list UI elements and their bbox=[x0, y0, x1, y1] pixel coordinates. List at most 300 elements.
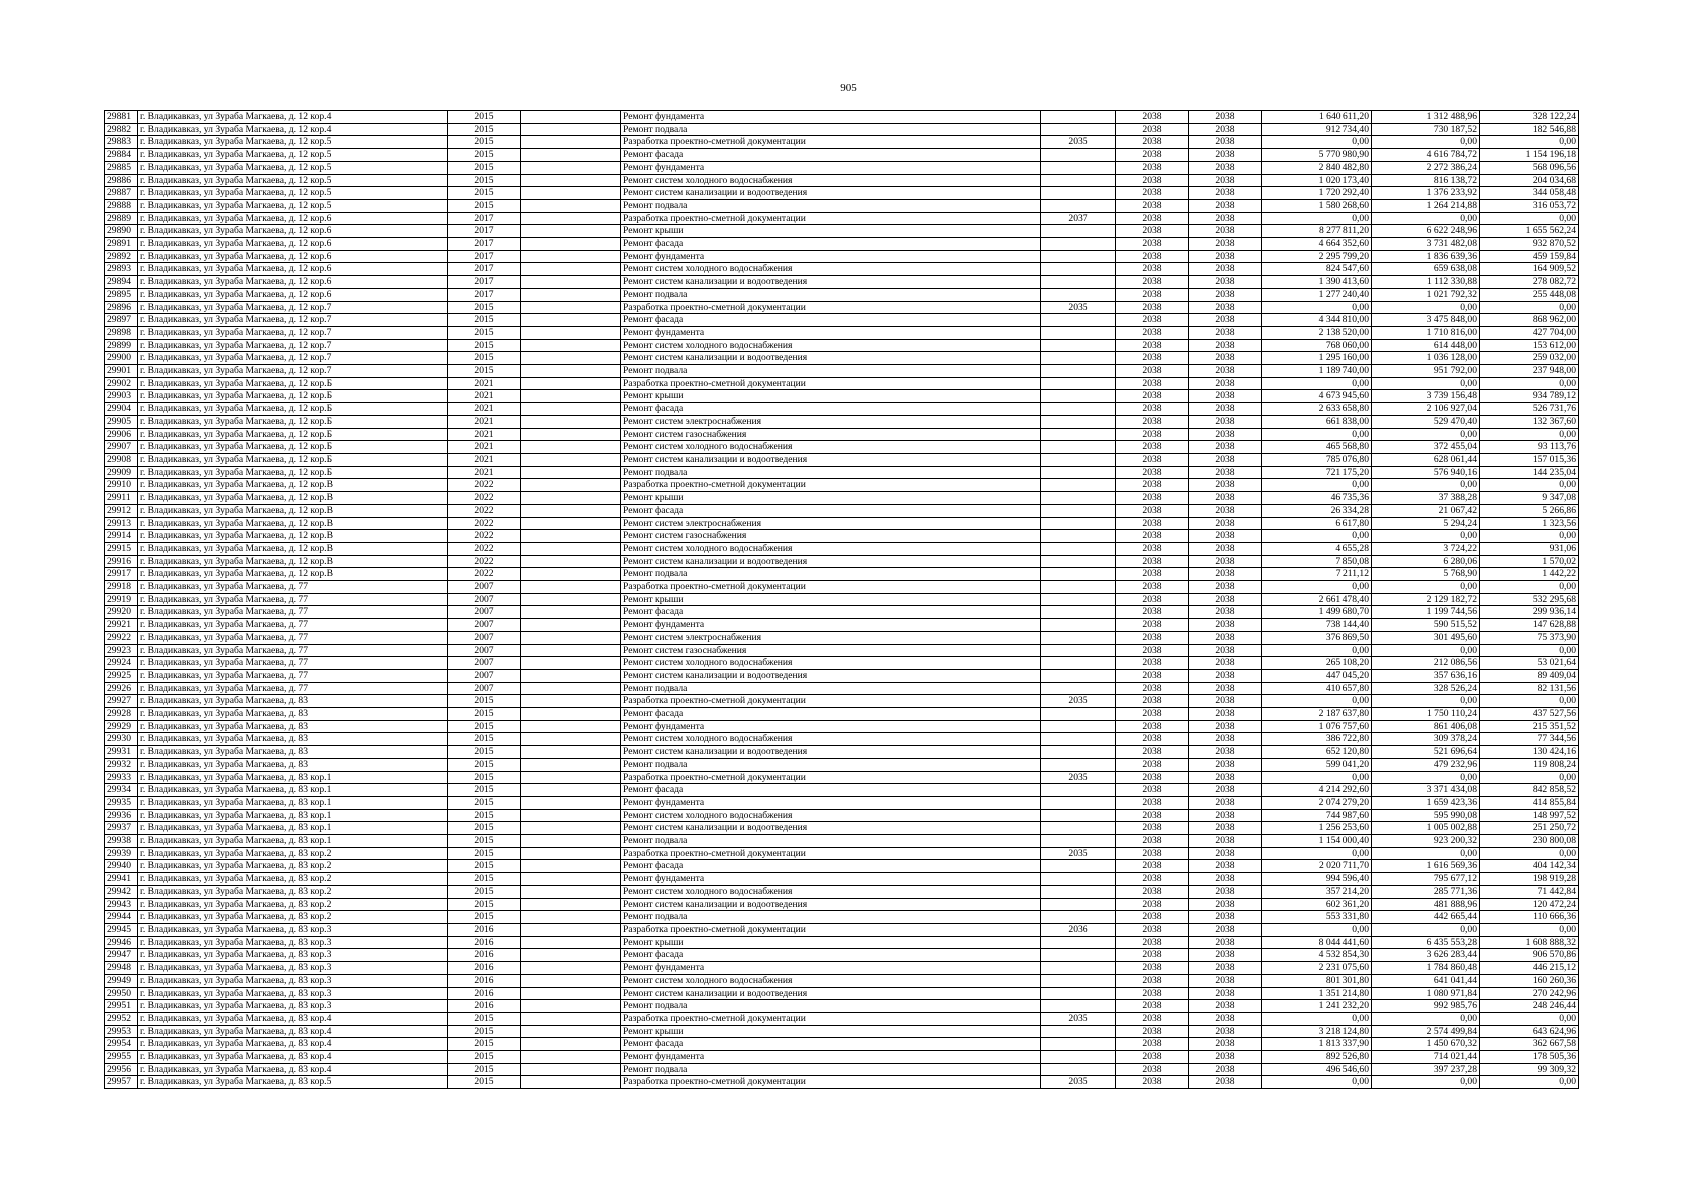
address-cell: г. Владикавказ, ул Зураба Магкаева, д. 12 кор.Б bbox=[138, 466, 448, 479]
total-cost-cell: 2 840 482,80 bbox=[1262, 161, 1372, 174]
total-cost-cell: 2 187 637,80 bbox=[1262, 708, 1372, 721]
total-cost-cell: 892 526,80 bbox=[1262, 1051, 1372, 1064]
total-cost-cell: 2 020 711,70 bbox=[1262, 860, 1372, 873]
fund-cost-cell: 1 080 971,84 bbox=[1372, 987, 1480, 1000]
design-year-cell: 2035 bbox=[1041, 1076, 1116, 1089]
plan-year-cell: 2038 bbox=[1116, 377, 1189, 390]
year-cell: 2007 bbox=[448, 682, 521, 695]
plan-year-cell: 2038 bbox=[1116, 568, 1189, 581]
end-year-cell: 2038 bbox=[1189, 911, 1262, 924]
total-cost-cell: 4 344 810,00 bbox=[1262, 314, 1372, 327]
plan-year-cell: 2038 bbox=[1116, 898, 1189, 911]
design-year-cell bbox=[1041, 314, 1116, 327]
total-cost-cell: 4 532 854,30 bbox=[1262, 949, 1372, 962]
address-cell: г. Владикавказ, ул Зураба Магкаева, д. 77 bbox=[138, 619, 448, 632]
end-year-cell: 2038 bbox=[1189, 1012, 1262, 1025]
plan-year-cell: 2038 bbox=[1116, 441, 1189, 454]
plan-year-cell: 2038 bbox=[1116, 708, 1189, 721]
fund-cost-cell: 1 312 488,96 bbox=[1372, 111, 1480, 124]
plan-year-cell: 2038 bbox=[1116, 301, 1189, 314]
plan-year-cell: 2038 bbox=[1116, 352, 1189, 365]
year-cell: 2016 bbox=[448, 949, 521, 962]
address-cell: г. Владикавказ, ул Зураба Магкаева, д. 12 кор.Б bbox=[138, 415, 448, 428]
year-cell: 2022 bbox=[448, 479, 521, 492]
address-cell: г. Владикавказ, ул Зураба Магкаева, д. 83 кор.2 bbox=[138, 898, 448, 911]
total-cost-cell: 801 301,80 bbox=[1262, 974, 1372, 987]
total-cost-cell: 496 546,60 bbox=[1262, 1063, 1372, 1076]
work-type-cell: Разработка проектно-сметной документации bbox=[621, 1076, 1041, 1089]
fund-cost-cell: 3 739 156,48 bbox=[1372, 390, 1480, 403]
design-year-cell bbox=[1041, 1000, 1116, 1013]
end-year-cell: 2038 bbox=[1189, 835, 1262, 848]
year-cell: 2015 bbox=[448, 149, 521, 162]
fund-cost-cell: 714 021,44 bbox=[1372, 1051, 1480, 1064]
work-type-cell: Разработка проектно-сметной документации bbox=[621, 212, 1041, 225]
row-number: 29935 bbox=[105, 796, 138, 809]
design-year-cell bbox=[1041, 225, 1116, 238]
design-year-cell bbox=[1041, 962, 1116, 975]
table-row bbox=[105, 161, 1579, 174]
design-year-cell bbox=[1041, 885, 1116, 898]
design-year-cell bbox=[1041, 657, 1116, 670]
end-year-cell: 2038 bbox=[1189, 288, 1262, 301]
address-cell: г. Владикавказ, ул Зураба Магкаева, д. 12 кор.В bbox=[138, 530, 448, 543]
end-year-cell: 2038 bbox=[1189, 326, 1262, 339]
plan-year-cell: 2038 bbox=[1116, 1000, 1189, 1013]
owner-cost-cell: 178 505,36 bbox=[1480, 1051, 1579, 1064]
address-cell: г. Владикавказ, ул Зураба Магкаева, д. 12 кор.5 bbox=[138, 161, 448, 174]
address-cell: г. Владикавказ, ул Зураба Магкаева, д. 83 кор.3 bbox=[138, 949, 448, 962]
total-cost-cell: 0,00 bbox=[1262, 136, 1372, 149]
row-number: 29906 bbox=[105, 428, 138, 441]
year-cell: 2021 bbox=[448, 377, 521, 390]
fund-cost-cell: 1 199 744,56 bbox=[1372, 606, 1480, 619]
owner-cost-cell: 0,00 bbox=[1480, 644, 1579, 657]
end-year-cell: 2038 bbox=[1189, 568, 1262, 581]
plan-year-cell: 2038 bbox=[1116, 936, 1189, 949]
table-row bbox=[105, 1012, 1579, 1025]
design-year-cell: 2035 bbox=[1041, 136, 1116, 149]
table-row bbox=[105, 949, 1579, 962]
table-row bbox=[105, 174, 1579, 187]
empty-cell bbox=[521, 339, 621, 352]
fund-cost-cell: 2 272 386,24 bbox=[1372, 161, 1480, 174]
owner-cost-cell: 0,00 bbox=[1480, 771, 1579, 784]
plan-year-cell: 2038 bbox=[1116, 746, 1189, 759]
owner-cost-cell: 1 442,22 bbox=[1480, 568, 1579, 581]
address-cell: г. Владикавказ, ул Зураба Магкаева, д. 12 кор.7 bbox=[138, 352, 448, 365]
total-cost-cell: 4 673 945,60 bbox=[1262, 390, 1372, 403]
end-year-cell: 2038 bbox=[1189, 1000, 1262, 1013]
work-type-cell: Ремонт крыши bbox=[621, 936, 1041, 949]
owner-cost-cell: 0,00 bbox=[1480, 695, 1579, 708]
address-cell: г. Владикавказ, ул Зураба Магкаева, д. 12 кор.7 bbox=[138, 339, 448, 352]
address-cell: г. Владикавказ, ул Зураба Магкаева, д. 12 кор.Б bbox=[138, 441, 448, 454]
design-year-cell bbox=[1041, 250, 1116, 263]
work-type-cell: Ремонт систем холодного водоснабжения bbox=[621, 339, 1041, 352]
work-type-cell: Ремонт крыши bbox=[621, 593, 1041, 606]
end-year-cell: 2038 bbox=[1189, 974, 1262, 987]
work-type-cell: Ремонт систем канализации и водоотведения bbox=[621, 669, 1041, 682]
year-cell: 2017 bbox=[448, 250, 521, 263]
table-row bbox=[105, 1025, 1579, 1038]
fund-cost-cell: 1 616 569,36 bbox=[1372, 860, 1480, 873]
total-cost-cell: 2 661 478,40 bbox=[1262, 593, 1372, 606]
owner-cost-cell: 459 159,84 bbox=[1480, 250, 1579, 263]
owner-cost-cell: 1 323,56 bbox=[1480, 517, 1579, 530]
address-cell: г. Владикавказ, ул Зураба Магкаева, д. 12 кор.7 bbox=[138, 314, 448, 327]
fund-cost-cell: 5 768,90 bbox=[1372, 568, 1480, 581]
address-cell: г. Владикавказ, ул Зураба Магкаева, д. 12 кор.В bbox=[138, 542, 448, 555]
fund-cost-cell: 397 237,28 bbox=[1372, 1063, 1480, 1076]
design-year-cell bbox=[1041, 238, 1116, 251]
owner-cost-cell: 0,00 bbox=[1480, 1076, 1579, 1089]
work-type-cell: Ремонт систем канализации и водоотведения bbox=[621, 453, 1041, 466]
table-row bbox=[105, 822, 1579, 835]
owner-cost-cell: 204 034,68 bbox=[1480, 174, 1579, 187]
total-cost-cell: 7 211,12 bbox=[1262, 568, 1372, 581]
design-year-cell bbox=[1041, 517, 1116, 530]
empty-cell bbox=[521, 962, 621, 975]
total-cost-cell: 599 041,20 bbox=[1262, 758, 1372, 771]
owner-cost-cell: 198 919,28 bbox=[1480, 873, 1579, 886]
address-cell: г. Владикавказ, ул Зураба Магкаева, д. 83 bbox=[138, 720, 448, 733]
end-year-cell: 2038 bbox=[1189, 1051, 1262, 1064]
year-cell: 2015 bbox=[448, 784, 521, 797]
fund-cost-cell: 0,00 bbox=[1372, 301, 1480, 314]
empty-cell bbox=[521, 619, 621, 632]
table-row bbox=[105, 885, 1579, 898]
year-cell: 2007 bbox=[448, 631, 521, 644]
end-year-cell: 2038 bbox=[1189, 441, 1262, 454]
empty-cell bbox=[521, 504, 621, 517]
plan-year-cell: 2038 bbox=[1116, 873, 1189, 886]
year-cell: 2015 bbox=[448, 161, 521, 174]
end-year-cell: 2038 bbox=[1189, 962, 1262, 975]
design-year-cell bbox=[1041, 174, 1116, 187]
plan-year-cell: 2038 bbox=[1116, 669, 1189, 682]
design-year-cell: 2035 bbox=[1041, 771, 1116, 784]
design-year-cell bbox=[1041, 644, 1116, 657]
year-cell: 2015 bbox=[448, 847, 521, 860]
end-year-cell: 2038 bbox=[1189, 631, 1262, 644]
work-type-cell: Ремонт систем холодного водоснабжения bbox=[621, 809, 1041, 822]
design-year-cell bbox=[1041, 492, 1116, 505]
table-row bbox=[105, 568, 1579, 581]
empty-cell bbox=[521, 441, 621, 454]
plan-year-cell: 2038 bbox=[1116, 758, 1189, 771]
owner-cost-cell: 299 936,14 bbox=[1480, 606, 1579, 619]
address-cell: г. Владикавказ, ул Зураба Магкаева, д. 83 кор.2 bbox=[138, 860, 448, 873]
owner-cost-cell: 259 032,00 bbox=[1480, 352, 1579, 365]
address-cell: г. Владикавказ, ул Зураба Магкаева, д. 83 кор.1 bbox=[138, 796, 448, 809]
end-year-cell: 2038 bbox=[1189, 466, 1262, 479]
year-cell: 2016 bbox=[448, 974, 521, 987]
plan-year-cell: 2038 bbox=[1116, 111, 1189, 124]
plan-year-cell: 2038 bbox=[1116, 1051, 1189, 1064]
table-row bbox=[105, 492, 1579, 505]
work-type-cell: Ремонт подвала bbox=[621, 682, 1041, 695]
owner-cost-cell: 328 122,24 bbox=[1480, 111, 1579, 124]
row-number: 29905 bbox=[105, 415, 138, 428]
empty-cell bbox=[521, 530, 621, 543]
table-row bbox=[105, 873, 1579, 886]
end-year-cell: 2038 bbox=[1189, 708, 1262, 721]
table-row bbox=[105, 301, 1579, 314]
year-cell: 2015 bbox=[448, 352, 521, 365]
work-type-cell: Ремонт систем электроснабжения bbox=[621, 517, 1041, 530]
owner-cost-cell: 0,00 bbox=[1480, 136, 1579, 149]
fund-cost-cell: 0,00 bbox=[1372, 847, 1480, 860]
design-year-cell bbox=[1041, 453, 1116, 466]
total-cost-cell: 1 241 232,20 bbox=[1262, 1000, 1372, 1013]
end-year-cell: 2038 bbox=[1189, 987, 1262, 1000]
owner-cost-cell: 278 082,72 bbox=[1480, 276, 1579, 289]
fund-cost-cell: 576 940,16 bbox=[1372, 466, 1480, 479]
plan-year-cell: 2038 bbox=[1116, 581, 1189, 594]
owner-cost-cell: 89 409,04 bbox=[1480, 669, 1579, 682]
fund-cost-cell: 861 406,08 bbox=[1372, 720, 1480, 733]
owner-cost-cell: 0,00 bbox=[1480, 479, 1579, 492]
work-type-cell: Ремонт подвала bbox=[621, 365, 1041, 378]
work-type-cell: Ремонт систем канализации и водоотведения bbox=[621, 276, 1041, 289]
repair-program-table bbox=[104, 110, 1579, 1089]
row-number: 29952 bbox=[105, 1012, 138, 1025]
row-number: 29882 bbox=[105, 123, 138, 136]
row-number: 29888 bbox=[105, 199, 138, 212]
total-cost-cell: 4 214 292,60 bbox=[1262, 784, 1372, 797]
address-cell: г. Владикавказ, ул Зураба Магкаева, д. 83 кор.4 bbox=[138, 1025, 448, 1038]
row-number: 29887 bbox=[105, 187, 138, 200]
fund-cost-cell: 0,00 bbox=[1372, 530, 1480, 543]
year-cell: 2015 bbox=[448, 720, 521, 733]
table-row bbox=[105, 390, 1579, 403]
row-number: 29937 bbox=[105, 822, 138, 835]
row-number: 29920 bbox=[105, 606, 138, 619]
table-row bbox=[105, 771, 1579, 784]
owner-cost-cell: 0,00 bbox=[1480, 1012, 1579, 1025]
total-cost-cell: 912 734,40 bbox=[1262, 123, 1372, 136]
owner-cost-cell: 237 948,00 bbox=[1480, 365, 1579, 378]
work-type-cell: Ремонт крыши bbox=[621, 492, 1041, 505]
fund-cost-cell: 1 264 214,88 bbox=[1372, 199, 1480, 212]
fund-cost-cell: 328 526,24 bbox=[1372, 682, 1480, 695]
work-type-cell: Ремонт подвала bbox=[621, 758, 1041, 771]
total-cost-cell: 1 277 240,40 bbox=[1262, 288, 1372, 301]
empty-cell bbox=[521, 695, 621, 708]
end-year-cell: 2038 bbox=[1189, 885, 1262, 898]
total-cost-cell: 2 074 279,20 bbox=[1262, 796, 1372, 809]
empty-cell bbox=[521, 492, 621, 505]
end-year-cell: 2038 bbox=[1189, 796, 1262, 809]
end-year-cell: 2038 bbox=[1189, 161, 1262, 174]
total-cost-cell: 4 655,28 bbox=[1262, 542, 1372, 555]
design-year-cell bbox=[1041, 911, 1116, 924]
plan-year-cell: 2038 bbox=[1116, 212, 1189, 225]
fund-cost-cell: 3 475 848,00 bbox=[1372, 314, 1480, 327]
end-year-cell: 2038 bbox=[1189, 238, 1262, 251]
address-cell: г. Владикавказ, ул Зураба Магкаева, д. 12 кор.7 bbox=[138, 301, 448, 314]
owner-cost-cell: 248 246,44 bbox=[1480, 1000, 1579, 1013]
empty-cell bbox=[521, 1012, 621, 1025]
end-year-cell: 2038 bbox=[1189, 898, 1262, 911]
design-year-cell bbox=[1041, 835, 1116, 848]
fund-cost-cell: 2 574 499,84 bbox=[1372, 1025, 1480, 1038]
empty-cell bbox=[521, 174, 621, 187]
end-year-cell: 2038 bbox=[1189, 390, 1262, 403]
design-year-cell bbox=[1041, 441, 1116, 454]
owner-cost-cell: 255 448,08 bbox=[1480, 288, 1579, 301]
work-type-cell: Ремонт фундамента bbox=[621, 1051, 1041, 1064]
design-year-cell bbox=[1041, 428, 1116, 441]
work-type-cell: Ремонт подвала bbox=[621, 835, 1041, 848]
owner-cost-cell: 414 855,84 bbox=[1480, 796, 1579, 809]
year-cell: 2015 bbox=[448, 1025, 521, 1038]
owner-cost-cell: 99 309,32 bbox=[1480, 1063, 1579, 1076]
plan-year-cell: 2038 bbox=[1116, 720, 1189, 733]
row-number: 29924 bbox=[105, 657, 138, 670]
address-cell: г. Владикавказ, ул Зураба Магкаева, д. 12 кор.5 bbox=[138, 199, 448, 212]
end-year-cell: 2038 bbox=[1189, 199, 1262, 212]
empty-cell bbox=[521, 136, 621, 149]
plan-year-cell: 2038 bbox=[1116, 644, 1189, 657]
address-cell: г. Владикавказ, ул Зураба Магкаева, д. 83 кор.2 bbox=[138, 911, 448, 924]
work-type-cell: Ремонт фундамента bbox=[621, 326, 1041, 339]
table-row bbox=[105, 149, 1579, 162]
table-row bbox=[105, 428, 1579, 441]
address-cell: г. Владикавказ, ул Зураба Магкаева, д. 77 bbox=[138, 682, 448, 695]
plan-year-cell: 2038 bbox=[1116, 123, 1189, 136]
plan-year-cell: 2038 bbox=[1116, 136, 1189, 149]
owner-cost-cell: 362 667,58 bbox=[1480, 1038, 1579, 1051]
address-cell: г. Владикавказ, ул Зураба Магкаева, д. 12 кор.5 bbox=[138, 136, 448, 149]
year-cell: 2015 bbox=[448, 695, 521, 708]
work-type-cell: Ремонт подвала bbox=[621, 123, 1041, 136]
row-number: 29897 bbox=[105, 314, 138, 327]
plan-year-cell: 2038 bbox=[1116, 911, 1189, 924]
design-year-cell bbox=[1041, 784, 1116, 797]
fund-cost-cell: 0,00 bbox=[1372, 428, 1480, 441]
row-number: 29910 bbox=[105, 479, 138, 492]
end-year-cell: 2038 bbox=[1189, 949, 1262, 962]
address-cell: г. Владикавказ, ул Зураба Магкаева, д. 12 кор.6 bbox=[138, 225, 448, 238]
design-year-cell bbox=[1041, 403, 1116, 416]
work-type-cell: Разработка проектно-сметной документации bbox=[621, 695, 1041, 708]
empty-cell bbox=[521, 1051, 621, 1064]
year-cell: 2016 bbox=[448, 987, 521, 1000]
fund-cost-cell: 0,00 bbox=[1372, 644, 1480, 657]
fund-cost-cell: 3 371 434,08 bbox=[1372, 784, 1480, 797]
fund-cost-cell: 0,00 bbox=[1372, 212, 1480, 225]
end-year-cell: 2038 bbox=[1189, 225, 1262, 238]
plan-year-cell: 2038 bbox=[1116, 530, 1189, 543]
total-cost-cell: 357 214,20 bbox=[1262, 885, 1372, 898]
table-row bbox=[105, 415, 1579, 428]
row-number: 29913 bbox=[105, 517, 138, 530]
total-cost-cell: 447 045,20 bbox=[1262, 669, 1372, 682]
row-number: 29907 bbox=[105, 441, 138, 454]
address-cell: г. Владикавказ, ул Зураба Магкаева, д. 12 кор.Б bbox=[138, 403, 448, 416]
address-cell: г. Владикавказ, ул Зураба Магкаева, д. 83 кор.3 bbox=[138, 974, 448, 987]
total-cost-cell: 1 351 214,80 bbox=[1262, 987, 1372, 1000]
owner-cost-cell: 5 266,86 bbox=[1480, 504, 1579, 517]
design-year-cell bbox=[1041, 187, 1116, 200]
empty-cell bbox=[521, 365, 621, 378]
year-cell: 2015 bbox=[448, 1038, 521, 1051]
empty-cell bbox=[521, 199, 621, 212]
fund-cost-cell: 5 294,24 bbox=[1372, 517, 1480, 530]
empty-cell bbox=[521, 263, 621, 276]
year-cell: 2021 bbox=[448, 441, 521, 454]
row-number: 29936 bbox=[105, 809, 138, 822]
row-number: 29929 bbox=[105, 720, 138, 733]
empty-cell bbox=[521, 415, 621, 428]
work-type-cell: Разработка проектно-сметной документации bbox=[621, 771, 1041, 784]
owner-cost-cell: 148 997,52 bbox=[1480, 809, 1579, 822]
fund-cost-cell: 0,00 bbox=[1372, 1076, 1480, 1089]
plan-year-cell: 2038 bbox=[1116, 847, 1189, 860]
work-type-cell: Ремонт фасада bbox=[621, 1038, 1041, 1051]
end-year-cell: 2038 bbox=[1189, 276, 1262, 289]
empty-cell bbox=[521, 873, 621, 886]
fund-cost-cell: 1 036 128,00 bbox=[1372, 352, 1480, 365]
plan-year-cell: 2038 bbox=[1116, 238, 1189, 251]
design-year-cell bbox=[1041, 1063, 1116, 1076]
year-cell: 2021 bbox=[448, 466, 521, 479]
work-type-cell: Разработка проектно-сметной документации bbox=[621, 847, 1041, 860]
fund-cost-cell: 0,00 bbox=[1372, 1012, 1480, 1025]
total-cost-cell: 1 813 337,90 bbox=[1262, 1038, 1372, 1051]
design-year-cell bbox=[1041, 365, 1116, 378]
work-type-cell: Ремонт систем газоснабжения bbox=[621, 428, 1041, 441]
empty-cell bbox=[521, 987, 621, 1000]
plan-year-cell: 2038 bbox=[1116, 428, 1189, 441]
address-cell: г. Владикавказ, ул Зураба Магкаева, д. 77 bbox=[138, 631, 448, 644]
plan-year-cell: 2038 bbox=[1116, 225, 1189, 238]
plan-year-cell: 2038 bbox=[1116, 987, 1189, 1000]
table-row bbox=[105, 326, 1579, 339]
work-type-cell: Ремонт крыши bbox=[621, 225, 1041, 238]
total-cost-cell: 3 218 124,80 bbox=[1262, 1025, 1372, 1038]
row-number: 29939 bbox=[105, 847, 138, 860]
row-number: 29922 bbox=[105, 631, 138, 644]
row-number: 29908 bbox=[105, 453, 138, 466]
address-cell: г. Владикавказ, ул Зураба Магкаева, д. 12 кор.6 bbox=[138, 212, 448, 225]
work-type-cell: Ремонт систем канализации и водоотведения bbox=[621, 987, 1041, 1000]
end-year-cell: 2038 bbox=[1189, 377, 1262, 390]
end-year-cell: 2038 bbox=[1189, 1038, 1262, 1051]
year-cell: 2015 bbox=[448, 708, 521, 721]
table-row bbox=[105, 263, 1579, 276]
address-cell: г. Владикавказ, ул Зураба Магкаева, д. 12 кор.6 bbox=[138, 263, 448, 276]
total-cost-cell: 410 657,80 bbox=[1262, 682, 1372, 695]
table-row bbox=[105, 187, 1579, 200]
table-row bbox=[105, 796, 1579, 809]
work-type-cell: Ремонт фасада bbox=[621, 314, 1041, 327]
end-year-cell: 2038 bbox=[1189, 669, 1262, 682]
year-cell: 2017 bbox=[448, 288, 521, 301]
work-type-cell: Ремонт систем электроснабжения bbox=[621, 631, 1041, 644]
year-cell: 2022 bbox=[448, 555, 521, 568]
address-cell: г. Владикавказ, ул Зураба Магкаева, д. 83 кор.1 bbox=[138, 809, 448, 822]
year-cell: 2007 bbox=[448, 619, 521, 632]
total-cost-cell: 0,00 bbox=[1262, 771, 1372, 784]
address-cell: г. Владикавказ, ул Зураба Магкаева, д. 12 кор.7 bbox=[138, 326, 448, 339]
row-number: 29915 bbox=[105, 542, 138, 555]
row-number: 29926 bbox=[105, 682, 138, 695]
total-cost-cell: 768 060,00 bbox=[1262, 339, 1372, 352]
total-cost-cell: 0,00 bbox=[1262, 377, 1372, 390]
